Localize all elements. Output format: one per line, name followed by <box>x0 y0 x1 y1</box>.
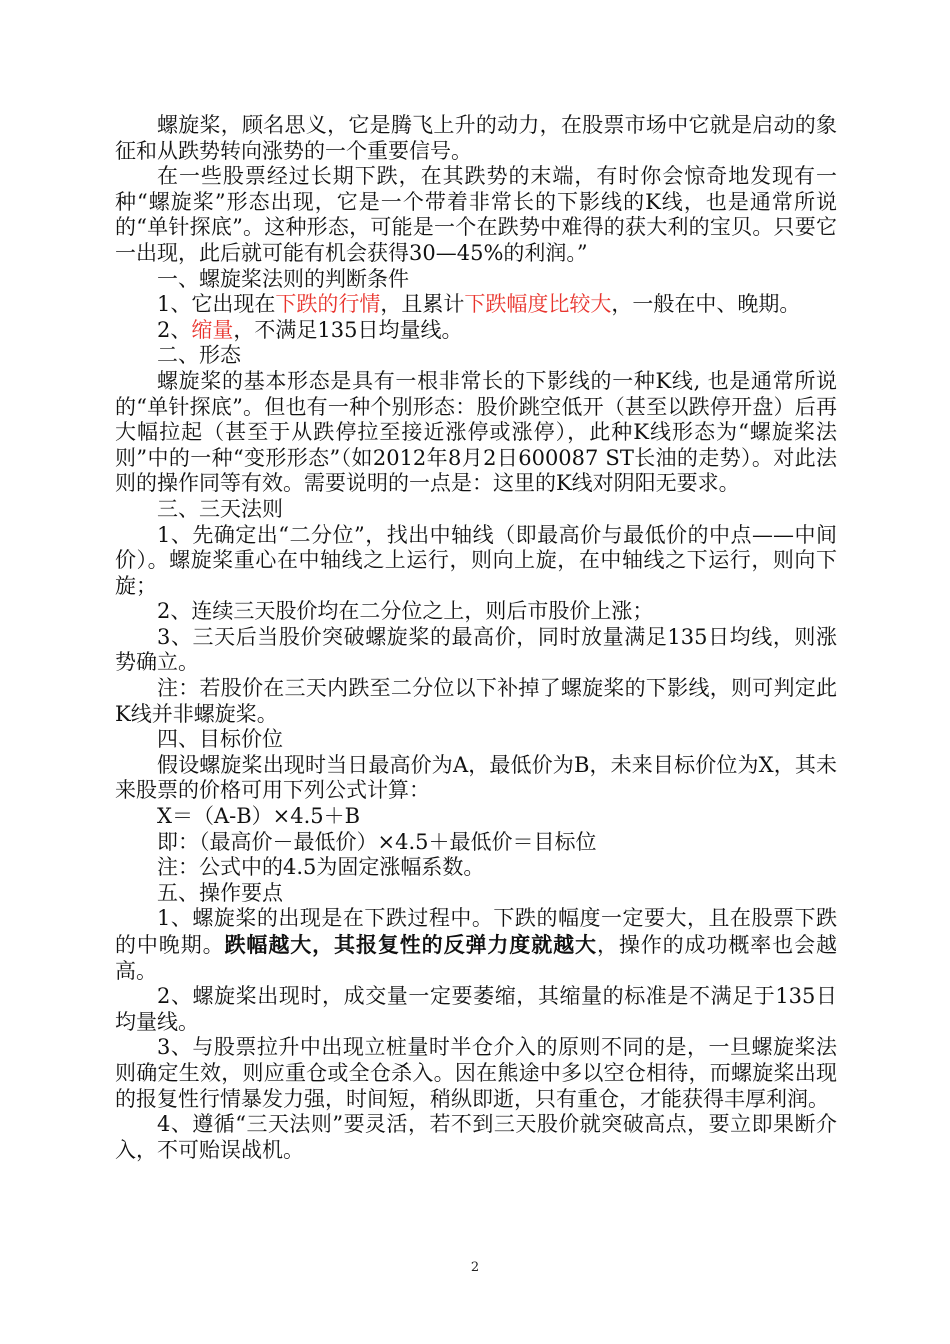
text-run: 假设螺旋桨出现时当日最高价为A，最低价为B，未来目标价位为X，其未来股票的价格可用下列公式计算： <box>115 752 837 803</box>
text-run: ，不满足135日均量线。 <box>233 317 463 342</box>
paragraph <box>115 676 837 727</box>
text-run: 1、螺旋桨的出现是在下跌过程中。下跌的幅度一定要大，且在股票下跌的中晚期。 <box>115 906 837 957</box>
paragraph <box>115 906 837 984</box>
text-run: 2、螺旋桨出现时，成交量一定要萎缩，其缩量的标准是不满足于135日均量线。 <box>115 984 837 1034</box>
paragraph <box>115 855 837 881</box>
paragraph <box>115 984 837 1035</box>
text-run: 一、螺旋桨法则的判断条件 <box>157 266 409 291</box>
text-run: 即：（最高价－最低价）×4.5＋最低价＝目标位 <box>157 829 597 854</box>
paragraph <box>115 497 837 523</box>
text-run: 四、目标价位 <box>157 727 283 752</box>
paragraph <box>115 343 837 369</box>
document-body <box>115 113 837 1163</box>
paragraph <box>115 599 837 625</box>
text-run: 在一些股票经过长期下跌，在其跌势的末端，有时你会惊奇地发现有一种“螺旋桨”形态出现，它是一个带着非常长的下影线的K线，也是通常所说的“单针探底”。这种形态，可能是一个在跌势中难得的获大利的宝贝。只要它一出现，此后就可能有机会获得30—45%的利润。” <box>115 164 837 265</box>
text-run: 2、连续三天股价均在二分位之上，则后市股价上涨； <box>157 599 654 624</box>
paragraph <box>115 753 837 804</box>
text-run: 2、 <box>157 317 192 342</box>
paragraph <box>115 267 837 293</box>
paragraph <box>115 625 837 676</box>
paragraph <box>115 804 837 830</box>
text-run: 二、形态 <box>157 343 241 368</box>
text-run: 螺旋桨的基本形态是具有一根非常长的下影线的一种K线, 也是通常所说的“单针探底”。但也有一种个别形态：股价跳空低开（甚至以跌停开盘）后再大幅拉起（甚至于从跌停拉至接近涨停或涨停），此种K线形态为“螺旋桨法则”中的一种“变形形态”（如2012年8月2日600087 ST长油的走势）。对此法则的操作同等有效。需要说明的一点是：这里的K线对阴阳无要求。 <box>115 368 837 496</box>
text-run: 螺旋桨，顾名思义，它是腾飞上升的动力，在股票市场中它就是启动的象征和从跌势转向涨势的一个重要信号。 <box>115 113 837 163</box>
text-run: 注：若股价在三天内跌至二分位以下补掉了螺旋桨的下影线，则可判定此K线并非螺旋桨。 <box>115 676 837 726</box>
paragraph <box>115 523 837 600</box>
paragraph <box>115 113 837 164</box>
text-run: 三、三天法则 <box>157 496 283 521</box>
paragraph <box>115 164 837 266</box>
text-run: X＝（A-B）×4.5＋B <box>157 804 361 829</box>
paragraph <box>115 369 837 497</box>
bold-text: 跌幅越大，其报复性的反弹力度就越大 <box>224 932 597 957</box>
text-run: 4、遵循“三天法则”要灵活，若不到三天股价就突破高点，要立即果断介入，不可贻误战机。 <box>115 1112 837 1162</box>
paragraph <box>115 881 837 907</box>
paragraph <box>115 1035 837 1112</box>
text-run: 注：公式中的4.5为固定涨幅系数。 <box>157 855 485 880</box>
paragraph <box>115 1112 837 1163</box>
text-run: ，操作的成功概率也会越高。 <box>115 933 837 983</box>
text-run: ，且累计 <box>380 292 465 317</box>
highlighted-text: 下跌的行情 <box>275 292 381 317</box>
paragraph <box>115 318 837 344</box>
text-run: 五、操作要点 <box>157 880 283 905</box>
text-run: 3、与股票拉升中出现立桩量时半仓介入的原则不同的是，一旦螺旋桨法则确定生效，则应重仓或全仓杀入。因在熊途中多以空仓相待，而螺旋桨出现的报复性行情暴发力强，时间短，稍纵即逝，只有重仓，才能获得丰厚利润。 <box>115 1035 837 1111</box>
text-run: 1、它出现在 <box>157 292 276 317</box>
highlighted-text: 下跌幅度比较大 <box>464 292 612 317</box>
text-run: 1、先确定出“二分位”，找出中轴线（即最高价与最低价的中点——中间价）。螺旋桨重心在中轴线之上运行，则向上旋，在中轴线之下运行，则向下旋； <box>115 522 837 598</box>
text-run: ，一般在中、晚期。 <box>611 292 801 317</box>
page-number: 2 <box>470 1260 480 1275</box>
paragraph <box>115 292 837 318</box>
paragraph <box>115 830 837 856</box>
paragraph <box>115 727 837 753</box>
text-run: 3、三天后当股价突破螺旋桨的最高价，同时放量满足135日均线，则涨势确立。 <box>115 624 837 675</box>
highlighted-text: 缩量 <box>191 317 234 342</box>
